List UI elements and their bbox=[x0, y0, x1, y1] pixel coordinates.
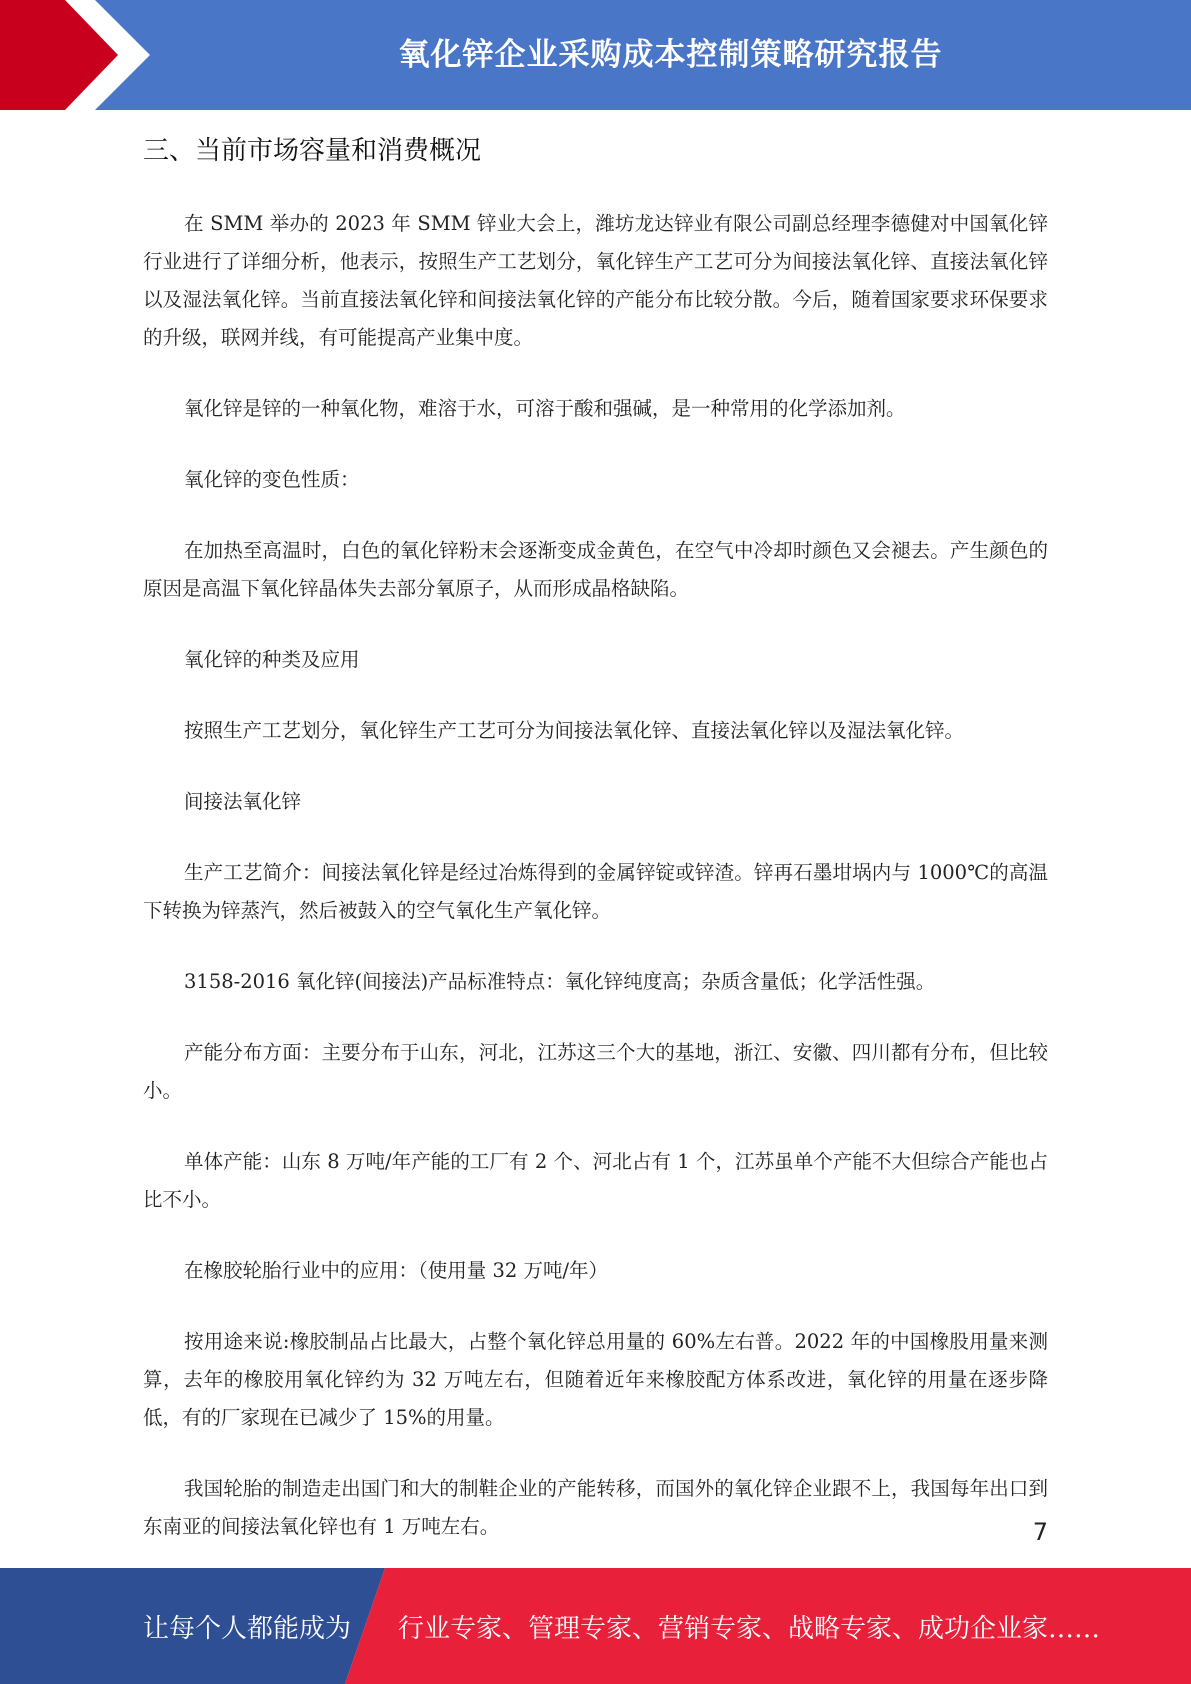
paragraph: 氧化锌是锌的一种氧化物，难溶于水，可溶于酸和强碱，是一种常用的化学添加剂。 bbox=[184, 397, 906, 420]
body-text bbox=[143, 205, 1048, 1579]
paragraph: 在加热至高温时，白色的氧化锌粉末会逐渐变成金黄色，在空气中冷却时颜色又会褪去。产生颜色的原因是高温下氧化锌晶体失去部分氧原子，从而形成晶格缺陷。 bbox=[143, 539, 1048, 600]
header-banner bbox=[0, 0, 1191, 110]
footer-banner bbox=[0, 1568, 1191, 1684]
paragraph: 单体产能：山东 8 万吨/年产能的工厂有 2 个、河北占有 1 个，江苏虽单个产能不大但综合产能也占比不小。 bbox=[143, 1150, 1048, 1211]
paragraph: 3158-2016 氧化锌(间接法)产品标准特点：氧化锌纯度高；杂质含量低；化学活性强。 bbox=[184, 970, 936, 993]
paragraph: 氧化锌的变色性质： bbox=[184, 468, 360, 491]
footer-slogan-left: 让每个人都能成为 bbox=[143, 1613, 352, 1644]
paragraph: 产能分布方面：主要分布于山东，河北，江苏这三个大的基地，浙江、安徽、四川都有分布，但比较小。 bbox=[143, 1041, 1048, 1102]
section-heading: 三、当前市场容量和消费概况 bbox=[143, 136, 482, 166]
paragraph: 在 SMM 举办的 2023 年 SMM 锌业大会上，潍坊龙达锌业有限公司副总经理李德健对中国氧化锌行业进行了详细分析，他表示，按照生产工艺划分，氧化锌生产工艺可分为间接法氧化锌、直接法氧化锌以及湿法氧化锌。当前直接法氧化锌和间接法氧化锌的产能分布比较分散。今后，随着国家要求环保要求的升级，联网并线，有可能提高产业集中度。 bbox=[143, 212, 1048, 349]
paragraph: 按照生产工艺划分，氧化锌生产工艺可分为间接法氧化锌、直接法氧化锌以及湿法氧化锌。 bbox=[184, 719, 965, 742]
paragraph: 我国轮胎的制造走出国门和大的制鞋企业的产能转移，而国外的氧化锌企业跟不上，我国每年出口到东南亚的间接法氧化锌也有 1 万吨左右。 bbox=[143, 1477, 1048, 1538]
paragraph: 按用途来说:橡胶制品占比最大，占整个氧化锌总用量的 60%左右普。2022 年的中国橡股用量来测算，去年的橡胶用氧化锌约为 32 万吨左右，但随着近年来橡胶配方体系改进，氧化锌的用量在逐步降低，有的厂家现在已减少了 15%的用量。 bbox=[143, 1330, 1048, 1429]
report-title: 氧化锌企业采购成本控制策略研究报告 bbox=[398, 36, 943, 73]
footer-slogan-right: 行业专家、管理专家、营销专家、战略专家、成功企业家…… bbox=[398, 1613, 1101, 1644]
paragraph: 在橡胶轮胎行业中的应用：（使用量 32 万吨/年） bbox=[184, 1259, 609, 1282]
paragraph: 间接法氧化锌 bbox=[184, 790, 302, 813]
paragraph: 生产工艺简介：间接法氧化锌是经过冶炼得到的金属锌锭或锌渣。锌再石墨坩埚内与 1000℃的高温下转换为锌蒸汽，然后被鼓入的空气氧化生产氧化锌。 bbox=[143, 861, 1048, 922]
chevron-arrow-icon bbox=[0, 0, 150, 110]
paragraph: 氧化锌的种类及应用 bbox=[184, 648, 360, 671]
page-number: 7 bbox=[1032, 1518, 1048, 1546]
